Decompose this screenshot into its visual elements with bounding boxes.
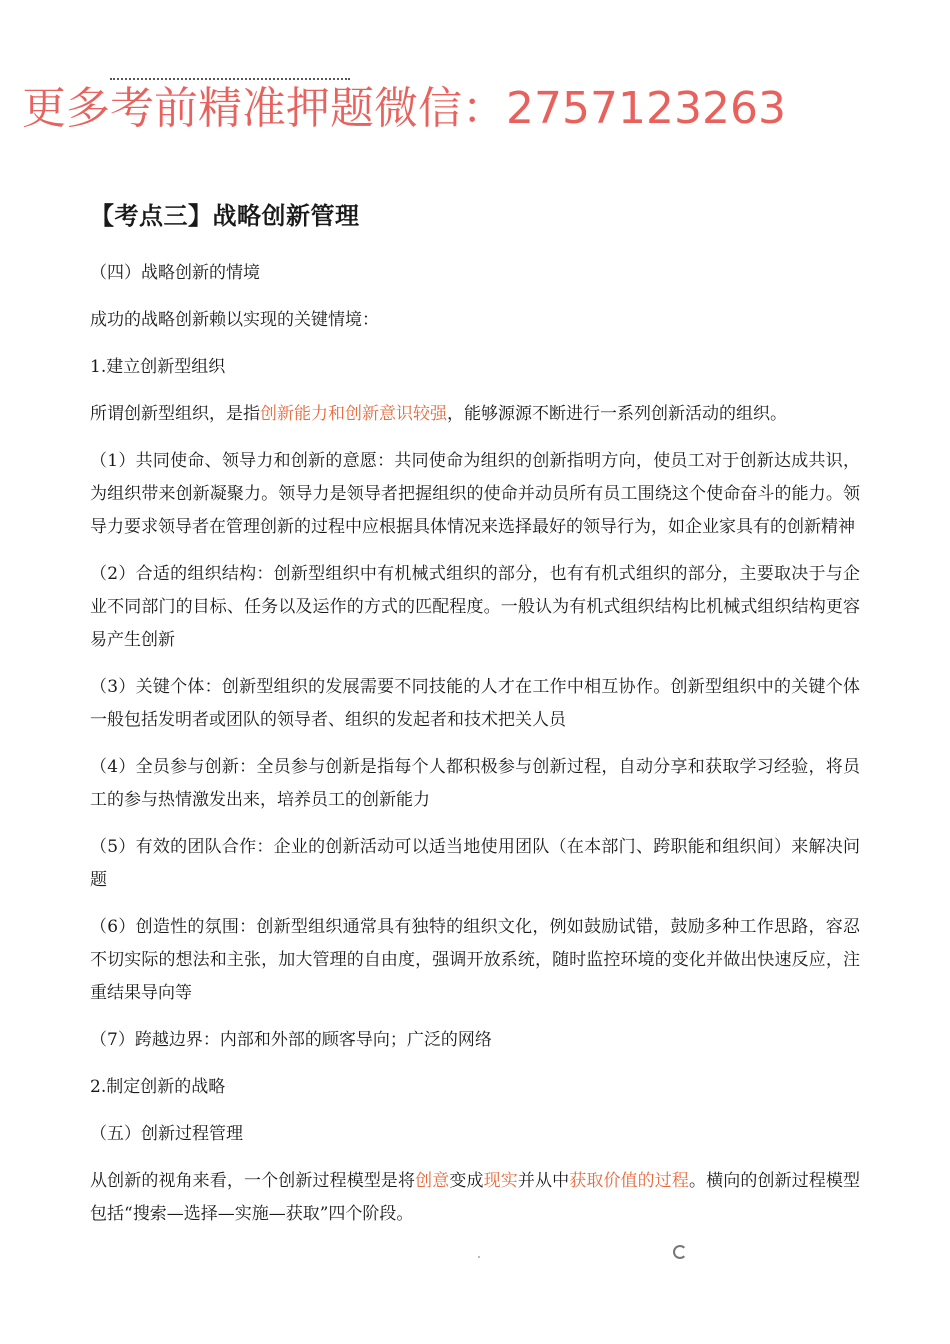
subheading-1: 1.建立创新型组织 [90, 357, 226, 377]
highlight-text: 创意 [415, 1171, 450, 1191]
paragraph-intro: 成功的战略创新赖以实现的关键情境： [90, 310, 379, 330]
section-heading-4: （四）战略创新的情境 [90, 263, 260, 283]
scan-mark-icon [673, 1245, 687, 1259]
paragraph-process-model [90, 1165, 860, 1231]
text-span: ，能够源源不断进行一系列创新活动的组织。 [447, 404, 787, 424]
paragraph-item-7: （7）跨越边界：内部和外部的顾客导向；广泛的网络 [90, 1030, 492, 1050]
paragraph-item-3: （3）关键个体：创新型组织的发展需要不同技能的人才在工作中相互协作。创新型组织中的关键个体一般包括发明者或团队的领导者、组织的发起者和技术把关人员 [90, 677, 860, 730]
text-span: 所谓创新型组织，是指 [90, 404, 260, 424]
highlight-text: 现实 [483, 1171, 518, 1191]
text-span: 。横向的创新过程模型包括“搜索—选择—实施—获取”四个阶段。 [90, 1171, 861, 1224]
scan-speck [478, 1256, 480, 1258]
highlight-text: 获取价值的过程 [569, 1171, 690, 1191]
page-title: 【考点三】战略创新管理 [90, 201, 360, 230]
paragraph-item-5: （5）有效的团队合作：企业的创新活动可以适当地使用团队（在本部门、跨职能和组织间）来解决问题 [90, 837, 860, 890]
paragraph-item-6: （6）创造性的氛围：创新型组织通常具有独特的组织文化，例如鼓励试错，鼓励多种工作思路，容忍不切实际的想法和主张，加大管理的自由度，强调开放系统，随时监控环境的变化并做出快速反应，注重结果导向等 [90, 917, 860, 1003]
text-span: 从创新的视角来看，一个创新过程模型是将 [90, 1171, 416, 1191]
paragraph-item-2: （2）合适的组织结构：创新型组织中有机械式组织的部分，也有有机式组织的部分，主要取决于与企业不同部门的目标、任务以及运作的方式的匹配程度。一般认为有机式组织结构比机械式组织结构更容易产生创新 [90, 564, 860, 650]
text-span: 变成 [449, 1171, 484, 1191]
watermark-text: 更多考前精准押题微信：2757123263 [22, 83, 786, 134]
subheading-2: 2.制定创新的战略 [90, 1077, 226, 1097]
paragraph-item-4: （4）全员参与创新：全员参与创新是指每个人都积极参与创新过程，自动分享和获取学习经验，将员工的参与热情激发出来，培养员工的创新能力 [90, 757, 860, 810]
paragraph-definition [90, 398, 860, 431]
section-heading-5: （五）创新过程管理 [90, 1124, 243, 1144]
document-body [90, 196, 860, 1245]
paragraph-item-1: （1）共同使命、领导力和创新的意愿：共同使命为组织的创新指明方向，使员工对于创新达成共识，为组织带来创新凝聚力。领导力是领导者把握组织的使命并动员所有员工围绕这个使命奋斗的能力。领导力要求领导者在管理创新的过程中应根据具体情况来选择最好的领导行为，如企业家具有的创新精神 [90, 451, 860, 537]
highlight-text: 创新能力和创新意识较强 [260, 404, 447, 424]
text-span: 并从中 [517, 1171, 570, 1191]
